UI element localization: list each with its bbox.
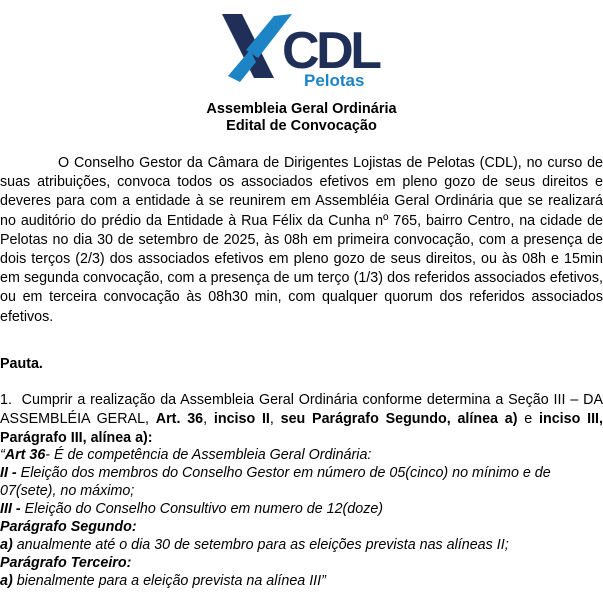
art-text: - É de competência de Assembleia Geral Ordinária: — [45, 447, 372, 463]
quote-art-line — [0, 446, 603, 464]
item-bold-inciso: inciso II — [213, 411, 270, 427]
pauta-item-1 — [0, 391, 603, 448]
paragrafo-segundo-a — [0, 536, 603, 554]
iii-label: III - — [0, 501, 21, 517]
quote-ii-line — [0, 464, 603, 500]
logo-brand-text: CDL — [282, 22, 382, 80]
quote-open: “ — [0, 447, 5, 463]
document-title: Assembleia Geral Ordinária — [206, 101, 397, 117]
item-bold-paragrafo: seu Parágrafo Segundo, alínea a) — [280, 411, 518, 427]
item-sep-2: , — [269, 411, 274, 427]
cdl-pelotas-logo — [216, 6, 388, 92]
p2a-label: a) — [0, 537, 13, 553]
cdl-logo-graphic — [216, 6, 388, 92]
p2a-text: anualmente até o dia 30 de setembro para as eleições prevista nas alíneas II; — [16, 537, 509, 553]
item-text-a: Cumprir a realização da Assembleia Geral Ordinária conforme determina a Seção III – DA ASSEMBLÉIA GERAL, — [0, 392, 603, 427]
p3a-label: a) — [0, 573, 13, 589]
quote-iii-line — [0, 500, 603, 518]
item-sep-1: , — [203, 411, 208, 427]
item-bold-art: Art. 36 — [155, 411, 204, 427]
paragrafo-terceiro-label: Parágrafo Terceiro: — [0, 555, 132, 571]
convocation-text: O Conselho Gestor da Câmara de Dirigentes Lojistas de Pelotas (CDL), no curso de suas atribuições, convoca todos os associados efetivos em pleno gozo de seus direitos e deveres para com a entidade à se reunirem em Assembléia Geral Ordinária que se realizará no auditório do prédio da Entidade à Rua Félix da Cunha nº 765, bairro Centro, na cidade de Pelotas no dia 30 de setembro de 2025, às 08h em primeira convocação, com a presença de dois terços (2/3) dos associados efetivos em pleno gozo de seus direitos, ou às 08h e 15min em segunda convocação, com a presença de um terço (1/3) dos referidos associados efetivos, ou em terceira convocação às 08h30 min, com qualquer quorum dos referidos associados efetivos. — [0, 155, 603, 325]
convocation-paragraph — [0, 154, 603, 327]
item-number: 1. — [0, 392, 12, 408]
paragrafo-segundo-label: Parágrafo Segundo: — [0, 519, 137, 535]
p3a-text: bienalmente para a eleição prevista na alínea III” — [16, 573, 326, 589]
logo-city-text: Pelotas — [304, 71, 365, 90]
paragrafo-terceiro-a — [0, 572, 603, 590]
ii-text: Eleição dos membros do Conselho Gestor em número de 05(cinco) no mínimo e de 07(sete), no máximo; — [0, 465, 551, 499]
art-label: Art 36 — [4, 447, 46, 463]
iii-text: Eleição do Conselho Consultivo em numero de 12(doze) — [24, 501, 384, 517]
item-bold-inciso-iii: inciso III, Parágrafo III, alínea a): — [0, 411, 603, 446]
item-text-b: e — [524, 411, 533, 427]
ii-label: II - — [0, 465, 17, 481]
document-subtitle: Edital de Convocação — [226, 118, 377, 134]
pauta-heading: Pauta. — [0, 356, 43, 372]
